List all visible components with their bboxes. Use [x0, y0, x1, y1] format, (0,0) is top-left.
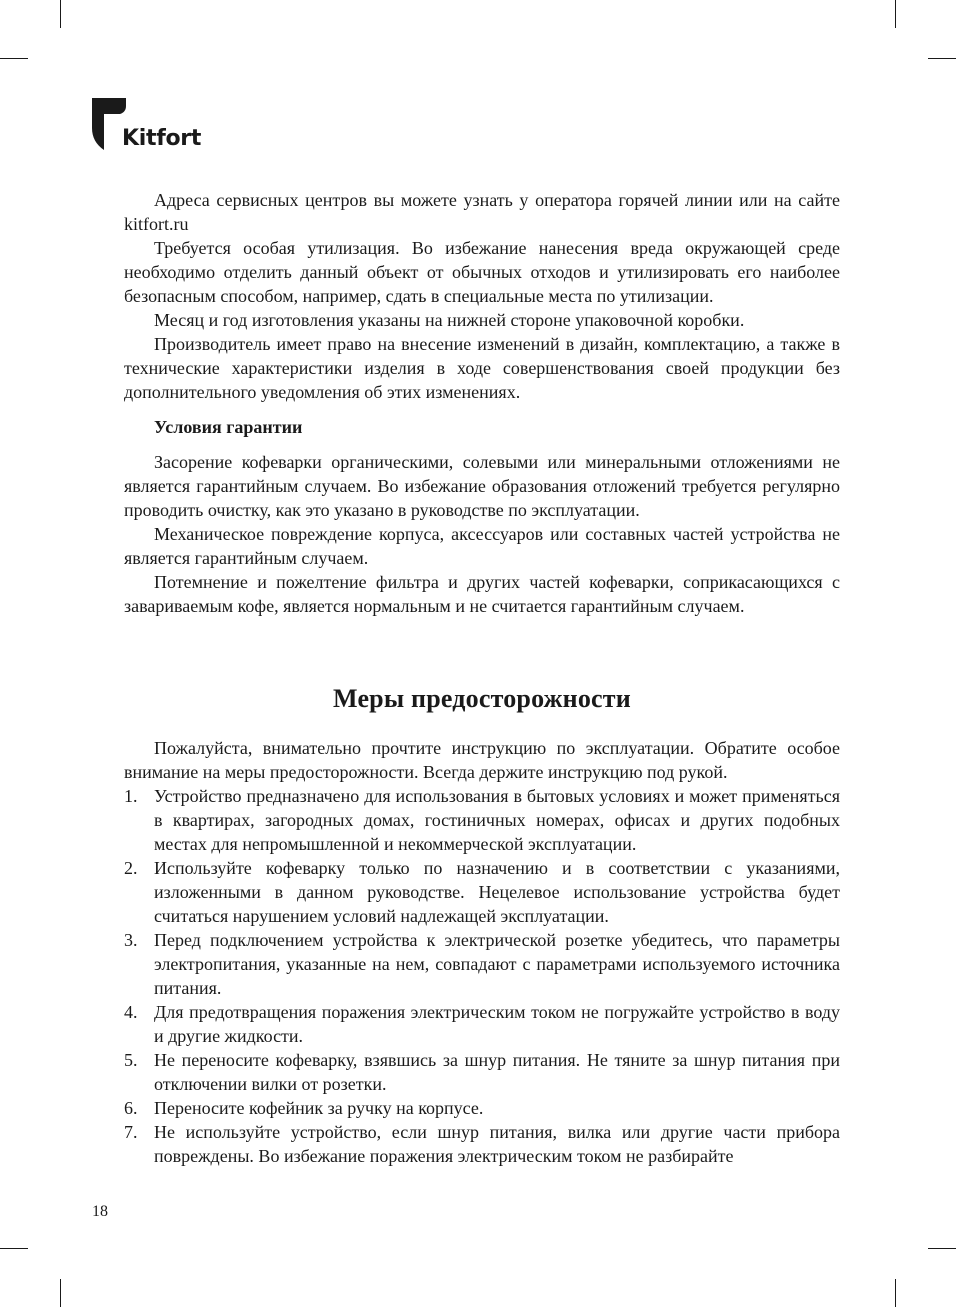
logo-wordmark: Kitfort	[122, 126, 202, 151]
crop-mark	[0, 58, 28, 59]
list-item	[124, 1120, 840, 1168]
manufacture-date-paragraph: Месяц и год изготовления указаны на нижней стороне упаковочной коробки.	[154, 310, 745, 330]
list-item	[124, 928, 840, 1000]
list-item-number: 7.	[124, 1122, 138, 1142]
list-item-text: Для предотвращения поражения электрическим током не погружайте устройство в воду и другие жидкости.	[154, 1002, 840, 1046]
list-item-text: Используйте кофеварку только по назначению и в соответствии с указаниями, изложенными в данном руководстве. Нецелевое использование устройства будет считаться нарушением условий надлежащей эксплуатации.	[154, 858, 840, 926]
list-item-text: Перед подключением устройства к электрической розетке убедитесь, что параметры электропитания, указанные на нем, совпадают с параметрами используемого источника питания.	[154, 930, 840, 998]
safety-list	[124, 784, 840, 1168]
crop-mark	[928, 1248, 956, 1249]
page-content	[124, 188, 840, 1168]
list-item	[124, 784, 840, 856]
safety-title: Меры предосторожности	[333, 684, 631, 713]
crop-mark	[895, 1279, 896, 1307]
list-item-number: 2.	[124, 858, 138, 878]
list-item-number: 4.	[124, 1002, 138, 1022]
list-item	[124, 856, 840, 928]
list-item-text: Не переносите кофеварку, взявшись за шнур питания. Не тяните за шнур питания при отключении вилки от розетки.	[154, 1050, 840, 1094]
crop-mark	[0, 1248, 28, 1249]
list-item	[124, 1048, 840, 1096]
safety-intro: Пожалуйста, внимательно прочтите инструкцию по эксплуатации. Обратите особое внимание на меры предосторожности. Всегда держите инструкцию под рукой.	[124, 738, 840, 782]
crop-mark	[928, 58, 956, 59]
list-item-number: 6.	[124, 1098, 138, 1118]
warranty-paragraph: Механическое повреждение корпуса, аксессуаров или составных частей устройства не является гарантийным случаем.	[124, 524, 840, 568]
brand-logo	[92, 98, 222, 154]
manufacturer-rights-paragraph: Производитель имеет право на внесение изменений в дизайн, комплектацию, а также в технические характеристики изделия в ходе совершенствования своей продукции без дополнительного уведомления об этих изменениях.	[124, 334, 840, 402]
crop-mark	[60, 1279, 61, 1307]
crop-mark	[60, 0, 61, 28]
list-item-number: 5.	[124, 1050, 138, 1070]
list-item	[124, 1096, 840, 1120]
crop-mark	[895, 0, 896, 28]
disposal-paragraph: Требуется особая утилизация. Во избежание нанесения вреда окружающей среде необходимо отделить данный объект от обычных отходов и утилизировать его наиболее безопасным способом, например, сдать в специальные места по утилизации.	[124, 238, 840, 306]
service-centers-paragraph: Адреса сервисных центров вы можете узнать у оператора горячей линии или на сайте kitfort.ru	[124, 190, 840, 234]
list-item-number: 3.	[124, 930, 138, 950]
page-number: 18	[92, 1203, 108, 1220]
list-item-text: Переносите кофейник за ручку на корпусе.	[154, 1098, 484, 1118]
list-item-number: 1.	[124, 786, 138, 806]
warranty-paragraph: Потемнение и пожелтение фильтра и других частей кофеварки, соприкасающихся с завариваемым кофе, является нормальным и не считается гарантийным случаем.	[124, 572, 840, 616]
list-item	[124, 1000, 840, 1048]
list-item-text: Не используйте устройство, если шнур питания, вилка или другие части прибора повреждены. Во избежание поражения электрическим током не разбирайте	[154, 1122, 840, 1166]
warranty-heading: Условия гарантии	[154, 417, 303, 437]
warranty-paragraph: Засорение кофеварки органическими, солевыми или минеральными отложениями не является гарантийным случаем. Во избежание образования отложений требуется регулярно проводить очистку, как это указано в руководстве по эксплуатации.	[124, 452, 840, 520]
list-item-text: Устройство предназначено для использования в бытовых условиях и может применяться в квартирах, загородных домах, гостиничных номерах, офисах и других подобных местах для непромышленной и некоммерческой эксплуатации.	[154, 786, 840, 854]
